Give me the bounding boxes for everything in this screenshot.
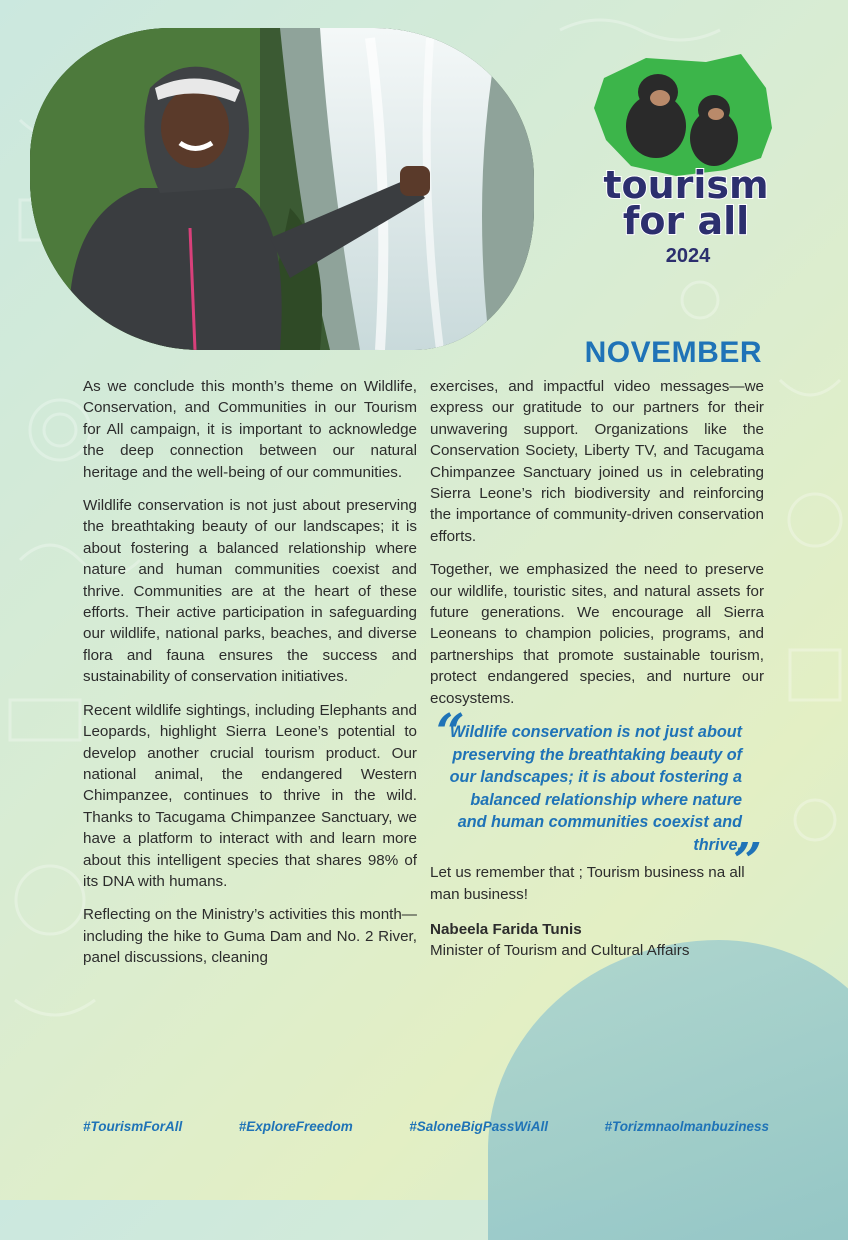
paragraph: As we conclude this month’s theme on Wildlife, Conservation, and Communities in our Tourism for All campaign, it is important to acknowledge the deep connection between our natural heritage and the well-being of our communities.	[83, 378, 417, 481]
logo-graphic	[576, 48, 796, 268]
month-heading: NOVEMBER	[584, 336, 762, 369]
logo-text-line1: tourism	[603, 163, 769, 207]
signature-title: Minister of Tourism and Cultural Affairs	[430, 942, 690, 960]
signature-name: Nabeela Farida Tunis	[430, 920, 582, 938]
decorative-blob	[488, 940, 848, 1240]
hashtag: #TourismForAll	[83, 1119, 183, 1134]
logo-text-line2: for all	[622, 199, 750, 243]
left-column	[83, 376, 417, 981]
logo-year: 2024	[665, 245, 711, 267]
paragraph: Wildlife conservation is not just about preserving the breathtaking beauty of our landscapes; it is about fostering a balanced relationship where nature and human communities coexist and thrive. Communities are at the heart of these efforts. Their active participation in safeguarding our wildlife, national parks, beaches, and diverse flora and fauna ensures the success and sustainability of conservation initiatives.	[83, 497, 417, 686]
open-quote-icon: “	[436, 702, 465, 762]
tourism-for-all-logo	[576, 48, 796, 268]
paragraph: Together, we emphasized the need to preserve our wildlife, touristic sites, and natural assets for future generations. We encourage all Sierra Leoneans to champion policies, programs, and partnerships that promote sustainable tourism, protect endangered species, and nurture our ecosystems.	[430, 561, 764, 707]
hashtag-bar	[83, 1119, 769, 1134]
hashtag: #Torizmnaolmanbuziness	[604, 1119, 769, 1134]
hashtag: #ExploreFreedom	[238, 1119, 353, 1134]
hero-photo-illustration	[30, 28, 534, 350]
paragraph: Recent wildlife sightings, including Elephants and Leopards, highlight Sierra Leone’s potential to develop another crucial tourism product. Our national animal, the endangered Western Chimpanzee, continues to thrive in the wild. Thanks to Tacugama Chimpanzee Sanctuary, we have a platform to interact with and learn more about this intelligent species that shares 98% of its DNA with humans.	[83, 701, 417, 890]
paragraph: Reflecting on the Ministry’s activities this month—including the hike to Guma Dam and No. 2 River, panel discussions, cleaning	[83, 906, 417, 967]
close-quote-icon: ”	[733, 831, 762, 891]
right-column	[430, 376, 764, 962]
paragraph: exercises, and impactful video messages—we express our gratitude to our partners for their unwavering support. Organizations like the Conservation Society, Liberty TV, and Tacugama Chimpanzee Sanctuary joined us in celebrating Sierra Leone’s rich biodiversity and reinforcing the importance of community-driven conservation efforts.	[430, 378, 764, 545]
hero-photo	[30, 28, 534, 350]
closing-line: Let us remember that ; Tourism business na all man business!	[430, 864, 745, 903]
hashtag: #SaloneBigPassWiAll	[409, 1119, 548, 1134]
pull-quote-text: Wildlife conservation is not just about preserving the breathtaking beauty of our landscapes; it is about fostering a balanced relationship where nature and human communities coexist and thrive.	[449, 723, 742, 854]
